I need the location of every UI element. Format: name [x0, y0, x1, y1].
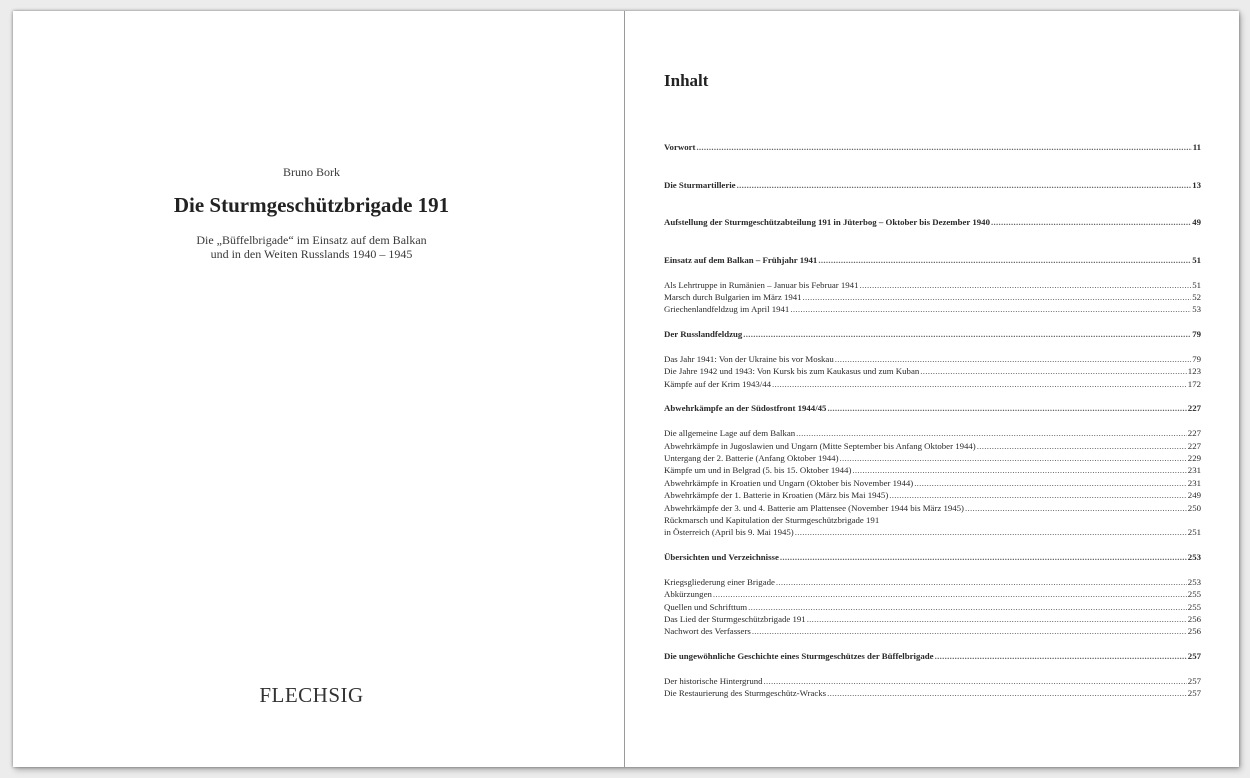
toc-section: Die Restaurierung des Sturmgeschütz-Wracks ..... 257 — [664, 687, 1201, 699]
toc-section: Untergang der 2. Batterie (Anfang Oktober 1944) ..... 229 — [664, 452, 1201, 464]
toc-section: Die allgemeine Lage auf dem Balkan ..... 227 — [664, 427, 1201, 439]
toc-chapter: Übersichten und Verzeichnisse ..... 253 — [664, 551, 1201, 563]
toc-section: Das Lied der Sturmgeschützbrigade 191 ..... 256 — [664, 613, 1201, 625]
contents-heading: Inhalt — [664, 71, 709, 90]
title-page — [13, 11, 624, 767]
book-subtitle — [13, 233, 610, 261]
toc-section: Abwehrkämpfe in Kroatien und Ungarn (Oktober bis November 1944) ..... 231 — [664, 477, 1201, 489]
subtitle-line: Die „Büffelbrigade“ im Einsatz auf dem Balkan — [196, 233, 427, 247]
toc-section: Griechenlandfeldzug im April 1941 ..... 53 — [664, 303, 1201, 315]
toc-section: Als Lehrtruppe in Rumänien – Januar bis Februar 1941 ..... 51 — [664, 279, 1201, 291]
toc-chapter: Die Sturmartillerie ..... 13 — [664, 179, 1201, 191]
toc-section: Abwehrkämpfe in Jugoslawien und Ungarn (Mitte September bis Anfang Oktober 1944) ..... 227 — [664, 440, 1201, 452]
book-title: Die Sturmgeschützbrigade 191 — [173, 193, 450, 217]
toc-chapter: Einsatz auf dem Balkan – Frühjahr 1941 ..... 51 — [664, 254, 1201, 266]
toc-chapter: Abwehrkämpfe an der Südostfront 1944/45 ..... 227 — [664, 402, 1201, 414]
table-of-contents — [664, 141, 1201, 700]
toc-section: Kriegsgliederung einer Brigade ..... 253 — [664, 576, 1201, 588]
toc-section: Nachwort des Verfassers ..... 256 — [664, 625, 1201, 637]
book-spread — [13, 11, 1239, 767]
toc-section: Das Jahr 1941: Von der Ukraine bis vor Moskau ..... 79 — [664, 353, 1201, 365]
toc-section: Abwehrkämpfe der 3. und 4. Batterie am Plattensee (November 1944 bis März 1945) ..... 250 — [664, 502, 1201, 514]
toc-section: Abkürzungen ..... 255 — [664, 588, 1201, 600]
toc-chapter: Aufstellung der Sturmgeschützabteilung 191 in Jüterbog – Oktober bis Dezember 1940 ..... 49 — [664, 216, 1201, 228]
toc-chapter: Vorwort ..... 11 — [664, 141, 1201, 153]
author-name: Bruno Bork — [283, 165, 340, 179]
toc-section: Kämpfe um und in Belgrad (5. bis 15. Oktober 1944) ..... 231 — [664, 464, 1201, 476]
toc-section: Quellen und Schrifttum ..... 255 — [664, 601, 1201, 613]
toc-section: Kämpfe auf der Krim 1943/44 ..... 172 — [664, 378, 1201, 390]
toc-chapter: Die ungewöhnliche Geschichte eines Sturmgeschützes der Büffelbrigade ..... 257 — [664, 650, 1201, 662]
toc-chapter: Der Russlandfeldzug ..... 79 — [664, 328, 1201, 340]
publisher-name: FLECHSIG — [259, 683, 364, 707]
toc-section: Marsch durch Bulgarien im März 1941 ..... 52 — [664, 291, 1201, 303]
toc-section: in Österreich (April bis 9. Mai 1945) ..... 251 — [664, 526, 1201, 538]
toc-section: Rückmarsch und Kapitulation der Sturmgeschützbrigade 191 — [664, 514, 880, 525]
toc-section: Abwehrkämpfe der 1. Batterie in Kroatien (März bis Mai 1945) ..... 249 — [664, 489, 1201, 501]
toc-section: Der historische Hintergrund ..... 257 — [664, 675, 1201, 687]
contents-page — [625, 11, 1239, 767]
toc-section: Die Jahre 1942 und 1943: Von Kursk bis zum Kaukasus und zum Kuban ..... 123 — [664, 365, 1201, 377]
subtitle-line: und in den Weiten Russlands 1940 – 1945 — [210, 247, 413, 261]
